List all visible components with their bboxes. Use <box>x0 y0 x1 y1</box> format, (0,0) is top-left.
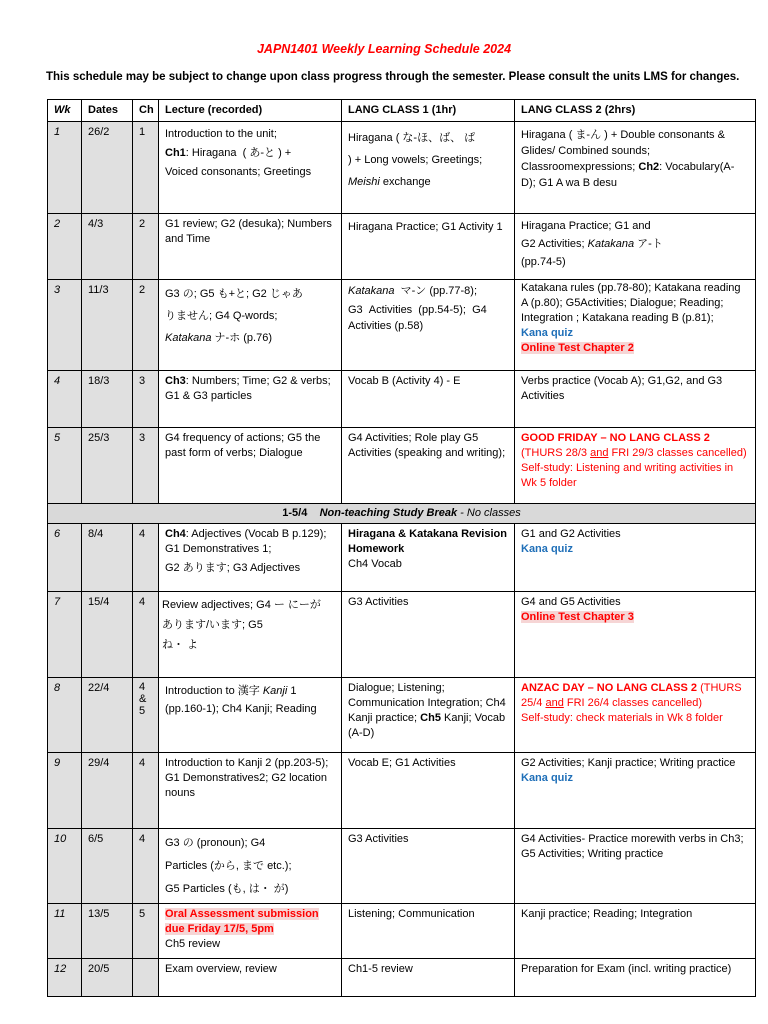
lecture-cell: G1 review; G2 (desuka); Numbers and Time <box>159 214 342 280</box>
table-row <box>48 592 756 678</box>
week-number: 9 <box>48 753 82 829</box>
lecture-cell: G3 の; G5 も+と; G2 じゃあ りません; G4 Q-words; Katakana ナ-ホ (p.76) <box>159 280 342 371</box>
lecture-cell: Oral Assessment submission due Friday 17/5, 5pm Ch5 review <box>159 904 342 959</box>
chapter-number: 4 <box>133 753 159 829</box>
self-study-note: Self-study: Listening and writing activities in Wk 5 folder <box>521 462 734 489</box>
week-date: 8/4 <box>82 524 133 592</box>
holiday-notice: ANZAC DAY – NO LANG CLASS 2 <box>521 682 698 694</box>
week-date: 29/4 <box>82 753 133 829</box>
lecture-cell: Ch3: Numbers; Time; G2 & verbs; G1 & G3 particles <box>159 371 342 428</box>
lang-class-1-cell: Hiragana Practice; G1 Activity 1 <box>342 214 515 280</box>
table-row <box>48 524 756 592</box>
schedule-notice: This schedule may be subject to change upon class progress through the semester. Please consult the units LMS for changes. <box>46 71 740 83</box>
week-date: 13/5 <box>82 904 133 959</box>
lang-class-1-cell: Hiragana ( な-ほ、ば、 ぱ ) + Long vowels; Greetings; Meishi exchange <box>342 122 515 214</box>
lecture-cell: Introduction to 漢字 Kanji 1 (pp.160-1); Ch4 Kanji; Reading <box>159 678 342 753</box>
lang-class-2-cell: Kanji practice; Reading; Integration <box>515 904 756 959</box>
week-date: 22/4 <box>82 678 133 753</box>
week-number: 3 <box>48 280 82 371</box>
lang-class-2-cell: Verbs practice (Vocab A); G1,G2, and G3 Activities <box>515 371 756 428</box>
table-row <box>48 122 756 214</box>
chapter-number: 4 <box>133 829 159 904</box>
lang-class-2-cell: G1 and G2 Activities Kana quiz <box>515 524 756 592</box>
lang-class-2-cell: G4 and G5 Activities Online Test Chapter 3 <box>515 592 756 678</box>
header-lang-class-1: LANG CLASS 1 (1hr) <box>342 100 515 122</box>
self-study-note: Self-study: check materials in Wk 8 folder <box>521 712 723 724</box>
header-row <box>48 100 756 122</box>
header-dates: Dates <box>82 100 133 122</box>
lang-class-1-cell: G3 Activities <box>342 829 515 904</box>
week-number: 2 <box>48 214 82 280</box>
table-row <box>48 678 756 753</box>
week-number: 4 <box>48 371 82 428</box>
header-wk: Wk <box>48 100 82 122</box>
week-date: 26/2 <box>82 122 133 214</box>
table-row <box>48 428 756 504</box>
week-number: 7 <box>48 592 82 678</box>
week-date: 20/5 <box>82 959 133 997</box>
chapter-number: 1 <box>133 122 159 214</box>
online-test-label: Online Test Chapter 2 <box>521 342 634 354</box>
lang-class-1-cell: Listening; Communication <box>342 904 515 959</box>
lang-class-1-cell: Vocab B (Activity 4) - E <box>342 371 515 428</box>
table-row <box>48 904 756 959</box>
page-title: JAPN1401 Weekly Learning Schedule 2024 <box>256 42 512 56</box>
chapter-number: 2 <box>133 280 159 371</box>
study-break-cell: 1-5/4 Non-teaching Study Break - No classes <box>48 504 756 524</box>
study-break-row <box>48 504 756 524</box>
oral-assessment-deadline: Oral Assessment submission <box>165 908 319 920</box>
week-number: 10 <box>48 829 82 904</box>
week-date: 4/3 <box>82 214 133 280</box>
lang-class-2-cell: G2 Activities; Kanji practice; Writing practice Kana quiz <box>515 753 756 829</box>
lecture-text: Introduction to the unit; <box>165 128 277 140</box>
lang-class-1-cell: Ch1-5 review <box>342 959 515 997</box>
chapter-number: 3 <box>133 428 159 504</box>
week-date: 6/5 <box>82 829 133 904</box>
chapter-number: 4 <box>133 524 159 592</box>
chapter-number: 2 <box>133 214 159 280</box>
lecture-cell: Review adjectives; G4 ー にーが あります/います; G5 ね・ よ <box>159 592 342 678</box>
kana-quiz-label: Kana quiz <box>521 772 573 784</box>
lecture-cell: G3 の (pronoun); G4 Particles (から, まで etc.); G5 Particles (も, は・ が) <box>159 829 342 904</box>
chapter-number: 4 & 5 <box>133 678 159 753</box>
lang-class-2-cell: Hiragana Practice; G1 and G2 Activities; Katakana ア-ト (pp.74-5) <box>515 214 756 280</box>
header-lang-class-2: LANG CLASS 2 (2hrs) <box>515 100 756 122</box>
week-date: 18/3 <box>82 371 133 428</box>
week-date: 15/4 <box>82 592 133 678</box>
lang-class-2-cell: ANZAC DAY – NO LANG CLASS 2 (THURS 25/4 and FRI 26/4 classes cancelled) Self-study: check materials in Wk 8 folder <box>515 678 756 753</box>
lang-class-1-cell: Vocab E; G1 Activities <box>342 753 515 829</box>
lang-class-2-cell: GOOD FRIDAY – NO LANG CLASS 2 (THURS 28/3 and FRI 29/3 classes cancelled) Self-study: Listening and writing activities in Wk 5 folder <box>515 428 756 504</box>
lang-class-1-cell: G3 Activities <box>342 592 515 678</box>
kana-quiz-label: Kana quiz <box>521 327 573 339</box>
lang-class-1-cell: Hiragana & Katakana Revision Homework Ch4 Vocab <box>342 524 515 592</box>
table-row <box>48 829 756 904</box>
chapter-number: 3 <box>133 371 159 428</box>
week-number: 12 <box>48 959 82 997</box>
table-row <box>48 371 756 428</box>
lang-class-2-cell: Preparation for Exam (incl. writing practice) <box>515 959 756 997</box>
chapter-number: 5 <box>133 904 159 959</box>
holiday-notice: GOOD FRIDAY – NO LANG CLASS 2 <box>521 432 710 444</box>
lecture-cell: G4 frequency of actions; G5 the past form of verbs; Dialogue <box>159 428 342 504</box>
kana-quiz-label: Kana quiz <box>521 543 573 555</box>
week-number: 11 <box>48 904 82 959</box>
chapter-number: 4 <box>133 592 159 678</box>
table-row <box>48 214 756 280</box>
lang-class-1-cell: Dialogue; Listening; Communication Integration; Ch4 Kanji practice; Ch5 Kanji; Vocab (A-D) <box>342 678 515 753</box>
lecture-cell <box>159 122 342 214</box>
header-ch: Ch <box>133 100 159 122</box>
lang-class-2-cell: Katakana rules (pp.78-80); Katakana reading A (p.80); G5Activities; Dialogue; Reading; Integration ; Katakana reading B (p.81); Kana quiz Online Test Chapter 2 <box>515 280 756 371</box>
table-row <box>48 959 756 997</box>
table-row <box>48 753 756 829</box>
lecture-cell: Ch4: Adjectives (Vocab B p.129); G1 Demonstratives 1; G2 あります; G3 Adjectives <box>159 524 342 592</box>
lecture-text: Voiced consonants; Greetings <box>165 166 312 178</box>
lang-class-1-cell: Katakana マ-ン (pp.77-8); G3 Activities (pp.54-5); G4 Activities (p.58) <box>342 280 515 371</box>
week-number: 8 <box>48 678 82 753</box>
lang-class-2-cell: G4 Activities- Practice morewith verbs in Ch3; G5 Activities; Writing practice <box>515 829 756 904</box>
lecture-cell: Introduction to Kanji 2 (pp.203-5); G1 Demonstratives2; G2 location nouns <box>159 753 342 829</box>
lang-class-1-cell: G4 Activities; Role play G5 Activities (speaking and writing); <box>342 428 515 504</box>
header-lecture: Lecture (recorded) <box>159 100 342 122</box>
lang-class-2-cell: Hiragana ( ま-ん ) + Double consonants & Glides/ Combined sounds; Classroomexpressions; Ch2: Vocabulary(A-D); G1 A wa B desu <box>515 122 756 214</box>
week-number: 1 <box>48 122 82 214</box>
week-number: 6 <box>48 524 82 592</box>
week-date: 25/3 <box>82 428 133 504</box>
lecture-cell: Exam overview, review <box>159 959 342 997</box>
chapter-number <box>133 959 159 997</box>
week-number: 5 <box>48 428 82 504</box>
week-date: 11/3 <box>82 280 133 371</box>
online-test-label: Online Test Chapter 3 <box>521 611 634 623</box>
schedule-table <box>47 99 756 997</box>
table-row <box>48 280 756 371</box>
lecture-text: Ch1: Hiragana ( あ-と ) + <box>165 147 292 159</box>
